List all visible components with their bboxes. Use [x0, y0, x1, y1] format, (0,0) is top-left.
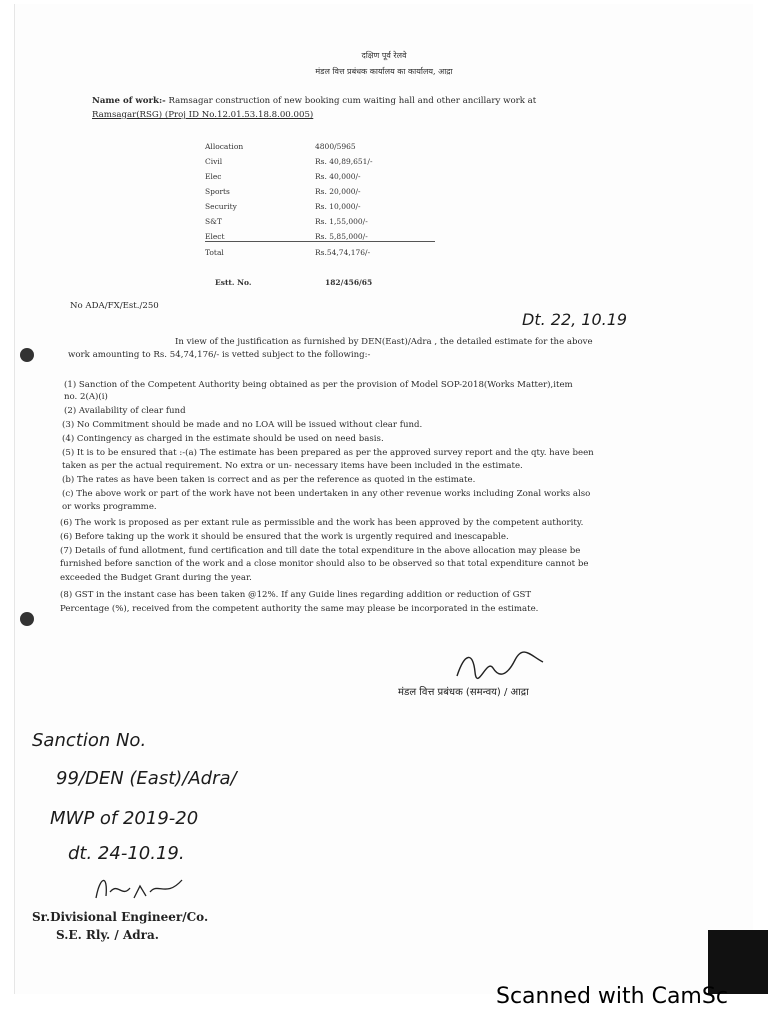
allocation-row-value: Rs. 40,89,651/- — [315, 157, 373, 166]
office-header-line2: मंडल वित्त प्रबंधक कार्यालय का कार्यालय, आद्रा — [315, 67, 453, 76]
allocation-row-label: Elec — [205, 172, 222, 181]
condition-line: (2) Availability of clear fund — [64, 406, 186, 416]
allocation-row-label: Security — [205, 202, 237, 211]
condition-line: taken as per the actual requirement. No extra or un- necessary items have been included in the estimate. — [62, 461, 523, 471]
condition-line: (3) No Commitment should be made and no LOA will be issued without clear fund. — [62, 420, 423, 430]
condition-line: (6) The work is proposed as per extant rule as permissible and the work has been approved by the competent authority. — [60, 518, 584, 528]
allocation-total-value: Rs.54,74,176/- — [315, 248, 371, 257]
allocation-row — [205, 172, 435, 181]
sanction-number: 99/DEN (East)/Adra/ — [56, 768, 237, 789]
allocation-row-label: Elect — [205, 232, 225, 241]
allocation-row-label: Civil — [205, 157, 223, 166]
allocation-row-label: S&T — [205, 217, 222, 226]
allocation-code: 4800/5965 — [315, 142, 356, 151]
condition-line: (c) The above work or part of the work have not been undertaken in any other revenue works including Zonal works also — [62, 489, 591, 499]
condition-line: (1) Sanction of the Competent Authority being obtained as per the provision of Model SOP-2018(Works Matter),item — [64, 380, 573, 390]
condition-line: exceeded the Budget Grant during the year. — [60, 573, 252, 583]
allocation-row — [205, 187, 435, 196]
allocation-row-label: Sports — [205, 187, 230, 196]
intro-line1: In view of the justification as furnished by DEN(East)/Adra , the detailed estimate for the above — [175, 337, 593, 347]
allocation-row-value: Rs. 1,55,000/- — [315, 217, 368, 226]
name-of-work-line1: Ramsagar construction of new booking cum waiting hall and other ancillary work at — [168, 96, 537, 106]
name-of-work-line2: Ramsagar(RSG) (Proj ID No.12.01.53.18.8.00.005) — [92, 110, 314, 120]
allocation-label: Allocation — [205, 142, 244, 151]
stamp-line1: Sr.Divisional Engineer/Co. — [32, 910, 209, 924]
name-of-work — [92, 96, 652, 107]
intro-line2: work amounting to Rs. 54,74,176/- is vetted subject to the following:- — [68, 350, 371, 360]
sanction-date: dt. 24-10.19. — [68, 843, 185, 864]
allocation-row-value: Rs. 40,000/- — [315, 172, 361, 181]
allocation-row-value: Rs. 20,000/- — [315, 187, 361, 196]
condition-line: (7) Details of fund allotment, fund certification and till date the total expenditure in the above allocation may please be — [60, 546, 581, 556]
signature-scribble — [455, 648, 545, 684]
allocation-header-row — [205, 142, 435, 151]
binder-hole-bottom — [20, 612, 34, 626]
estt-row — [215, 278, 445, 287]
estt-value: 182/456/65 — [325, 278, 373, 287]
condition-line: or works programme. — [62, 502, 157, 512]
allocation-total-row — [205, 248, 435, 257]
estt-label: Estt. No. — [215, 278, 252, 287]
sanction-heading: Sanction No. — [32, 730, 147, 751]
condition-line: (8) GST in the instant case has been taken @12%. If any Guide lines regarding addition or reduction of GST — [60, 590, 532, 600]
sanction-programme: MWP of 2019-20 — [50, 808, 199, 829]
allocation-row-value: Rs. 5,85,000/- — [315, 232, 368, 241]
stamp-line2: S.E. Rly. / Adra. — [56, 928, 159, 942]
allocation-row — [205, 202, 435, 211]
allocation-row-value: Rs. 10,000/- — [315, 202, 361, 211]
allocation-row — [205, 217, 435, 226]
condition-line: (6) Before taking up the work it should be ensured that the work is urgently required and inescapable. — [60, 532, 509, 542]
office-header-line1: दक्षिण पूर्व रेलवे — [361, 51, 407, 60]
initials-scribble — [92, 868, 188, 908]
condition-line: (4) Contingency as charged in the estimate should be used on need basis. — [62, 434, 384, 444]
reference-number: No ADA/FX/Est./250 — [70, 301, 159, 311]
allocation-row — [205, 157, 435, 166]
condition-line: (b) The rates as have been taken is correct and as per the reference as quoted in the estimate. — [62, 475, 476, 485]
condition-line: furnished before sanction of the work and a close monitor should also to be observed so that total expenditure cannot be — [60, 559, 589, 569]
condition-line: Percentage (%), received from the competent authority the same may please be incorporated in the estimate. — [60, 604, 539, 614]
name-of-work-label: Name of work:- — [92, 96, 166, 106]
binder-hole-top — [20, 348, 34, 362]
allocation-row — [205, 232, 435, 242]
allocation-total-label: Total — [205, 248, 224, 257]
condition-line: (5) It is to be ensured that :-(a) The estimate has been prepared as per the approved survey report and the qty. have been — [62, 448, 594, 458]
signature-designation: मंडल वित्त प्रबंधक (समन्वय) / आद्रा — [398, 687, 529, 698]
handwritten-date: Dt. 22, 10.19 — [522, 310, 628, 329]
condition-line: no. 2(A)(i) — [64, 392, 108, 402]
scanner-watermark: Scanned with CamSc — [496, 984, 728, 1009]
